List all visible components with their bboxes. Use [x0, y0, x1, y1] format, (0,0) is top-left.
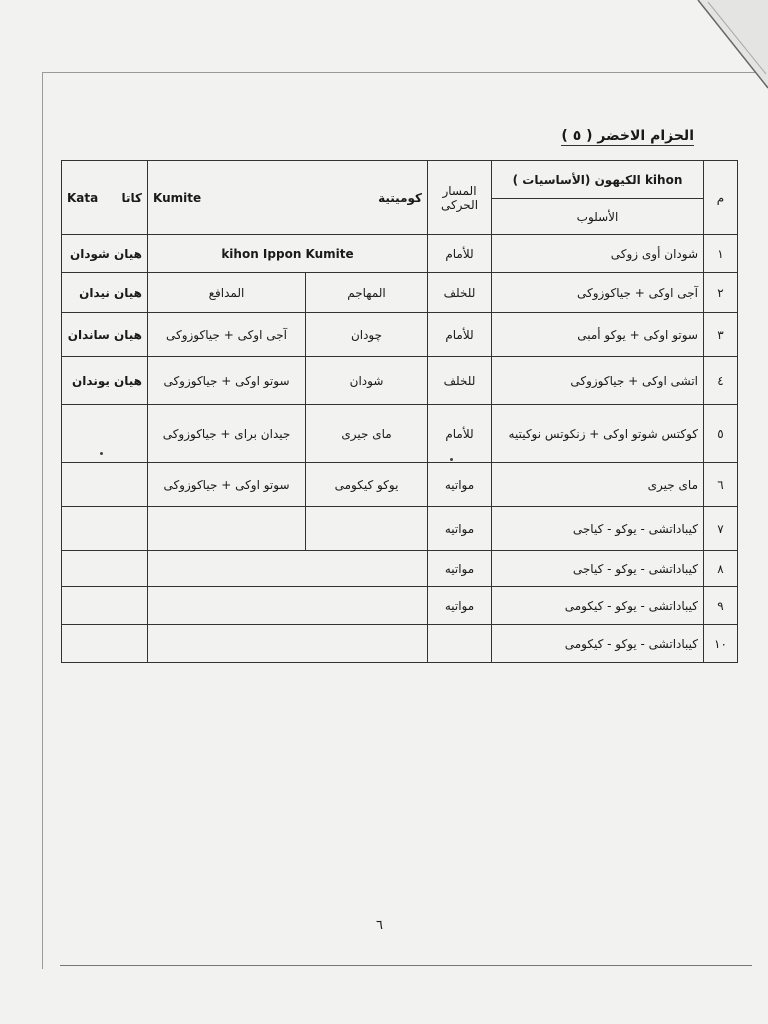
defender-cell: سوتو اوكى + جياكوزوكى — [148, 463, 306, 507]
kihon-cell: كيباداتشى - يوكو - كياجى — [492, 507, 704, 551]
number-cell: ٨ — [704, 551, 738, 587]
path-cell: للخلف — [428, 357, 492, 405]
number-cell: ٧ — [704, 507, 738, 551]
kihon-cell: اتشى اوكى + جياكوزوكى — [492, 357, 704, 405]
kata-cell — [62, 551, 148, 587]
kihon-cell: كيباداتشى - يوكو - كيكومى — [492, 625, 704, 663]
kata-cell — [62, 625, 148, 663]
table-row — [62, 313, 738, 357]
kumite-merged-cell — [148, 551, 428, 587]
header-path-line1: المسار — [442, 183, 477, 198]
kata-cell: هيان ساندان — [62, 313, 148, 357]
kumite-span-cell: kihon Ippon Kumite — [148, 235, 428, 273]
kata-cell: هيان نيدان — [62, 273, 148, 313]
number-cell: ٢ — [704, 273, 738, 313]
path-cell — [428, 625, 492, 663]
scan-speck — [100, 452, 103, 455]
path-cell: مواتيه — [428, 463, 492, 507]
kihon-cell: كيباداتشى - يوكو - كياجى — [492, 551, 704, 587]
path-cell: مواتيه — [428, 587, 492, 625]
header-kihon: الكيهون (الأساسيات ) kihon — [492, 161, 704, 199]
header-kumite-en: Kumite — [153, 190, 202, 205]
header-kata-ar: كاتا — [121, 190, 142, 205]
table-row — [62, 235, 738, 273]
kihon-cell: كيباداتشى - يوكو - كيكومى — [492, 587, 704, 625]
path-cell: مواتيه — [428, 551, 492, 587]
attacker-cell: يوكو كيكومى — [306, 463, 428, 507]
header-kata — [62, 161, 148, 235]
header-path-line2: الحركى — [440, 197, 479, 212]
folded-corner — [678, 0, 768, 90]
kumite-merged-cell — [148, 587, 428, 625]
header-kumite-ar: كوميتية — [378, 190, 422, 205]
header-style: الأسلوب — [492, 199, 704, 235]
header-kata-en: Kata — [67, 190, 99, 205]
kata-cell — [62, 587, 148, 625]
number-cell: ١ — [704, 235, 738, 273]
page-bottom-rule — [60, 965, 752, 966]
table-row — [62, 625, 738, 663]
kihon-cell: شودان أوى زوكى — [492, 235, 704, 273]
number-cell: ٣ — [704, 313, 738, 357]
table-row — [62, 463, 738, 507]
header-row-top — [62, 161, 738, 199]
kata-cell — [62, 405, 148, 463]
attacker-cell: چودان — [306, 313, 428, 357]
table-row — [62, 587, 738, 625]
table-row — [62, 405, 738, 463]
defender-cell — [148, 507, 306, 551]
kata-cell: هيان يوندان — [62, 357, 148, 405]
kihon-cell: كوكتس شوتو اوكى + زنكوتس نوكيتيه — [492, 405, 704, 463]
path-cell: للأمام — [428, 313, 492, 357]
table-row — [62, 357, 738, 405]
defender-cell: المدافع — [148, 273, 306, 313]
number-cell: ٩ — [704, 587, 738, 625]
number-cell: ١٠ — [704, 625, 738, 663]
header-kumite — [148, 161, 428, 235]
number-cell: ٤ — [704, 357, 738, 405]
path-cell: للأمام — [428, 235, 492, 273]
defender-cell: سوتو اوكى + جياكوزوكى — [148, 357, 306, 405]
defender-cell: آجى اوكى + جياكوزوكى — [148, 313, 306, 357]
kihon-cell: آجى اوكى + جياكوزوكى — [492, 273, 704, 313]
curriculum-table — [61, 160, 738, 663]
kata-cell — [62, 507, 148, 551]
table-row — [62, 551, 738, 587]
scan-speck — [450, 458, 453, 461]
path-cell: للخلف — [428, 273, 492, 313]
table-row — [62, 507, 738, 551]
page-number: ٦ — [376, 918, 383, 933]
number-cell: ٦ — [704, 463, 738, 507]
path-cell: للأمام — [428, 405, 492, 463]
attacker-cell: شودان — [306, 357, 428, 405]
kumite-merged-cell — [148, 625, 428, 663]
header-path — [428, 161, 492, 235]
page-title: الحزام الاخضر ( ٥ ) — [561, 128, 694, 144]
number-cell: ٥ — [704, 405, 738, 463]
attacker-cell — [306, 507, 428, 551]
table-row — [62, 273, 738, 313]
attacker-cell: ماى جيرى — [306, 405, 428, 463]
header-number: م — [704, 161, 738, 235]
attacker-cell: المهاجم — [306, 273, 428, 313]
kihon-cell: ماى جيرى — [492, 463, 704, 507]
kata-cell: هيان شودان — [62, 235, 148, 273]
kihon-cell: سوتو اوكى + يوكو أمبى — [492, 313, 704, 357]
kata-cell — [62, 463, 148, 507]
defender-cell: جيدان براى + جياكوزوكى — [148, 405, 306, 463]
path-cell: مواتيه — [428, 507, 492, 551]
